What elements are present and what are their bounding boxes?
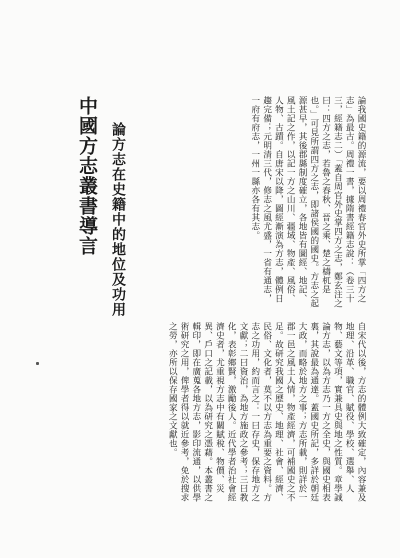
document-subtitle: 論方志在史籍中的地位及功用 [110,122,126,317]
body-text-upper: 論我國史籍的源流，要以周禮春官外史所掌「四方之志」為最古。周禮一書，據隋書經籍志說：（卷三十三，經籍志二）「蓋自周官外史掌四方之志，鄭玄注之曰：四方之志，若魯之春秋、晉之乘、楚之檮杌是也。」可見所謂四方之志，即諸侯國的國史。方志之起源甚早，其後郡縣制度確立，各地皆有圖經、地記、風土記之作，以記一方之山川、疆域、物產、風俗、人物、古蹟。自唐宋以降，圖經漸演為方志，體例日趨完備；元明清三代，修志之風尤盛，一省有通志，一府有府志，一州一縣亦各有其志。 [249,96,366,308]
body-text-lower: 自宋代以後，方志的體例大致確定，內容兼及地理、沿革、職官、賦役、學校、選舉、人物、藝文等項，實兼具史與地之性質。章學誠論方志，以為方志乃一方之全史，與國史相表裏，其說最為通達。蓋國史所記，多詳於朝廷大政，而略於地方之事；方志所載，則詳於一郡一邑之風土人情，物產經濟，可補國史之不足。故研究我國之歷史、地理、社會、經濟、民俗、文化者，莫不以方志為重要之資料。方志之功用，約而言之：一曰存史，保存地方之文獻；二曰資治，為地方施政之參考；三曰教化，表彰鄉賢，激勵後人。近代學者治社會經濟史者，尤重視方志中有關賦稅、物價、災異、戶口之記載，以為研究之憑藉。本叢書之輯印，即在廣蒐各地方志，影印流通，以供學術研究之用，俾學者得以就近參考，免於搜求之勞，亦所以保存國家之文獻也。 [167,322,366,502]
margin-mark [36,362,39,365]
document-title: 中國方志叢書導言 [76,96,98,256]
